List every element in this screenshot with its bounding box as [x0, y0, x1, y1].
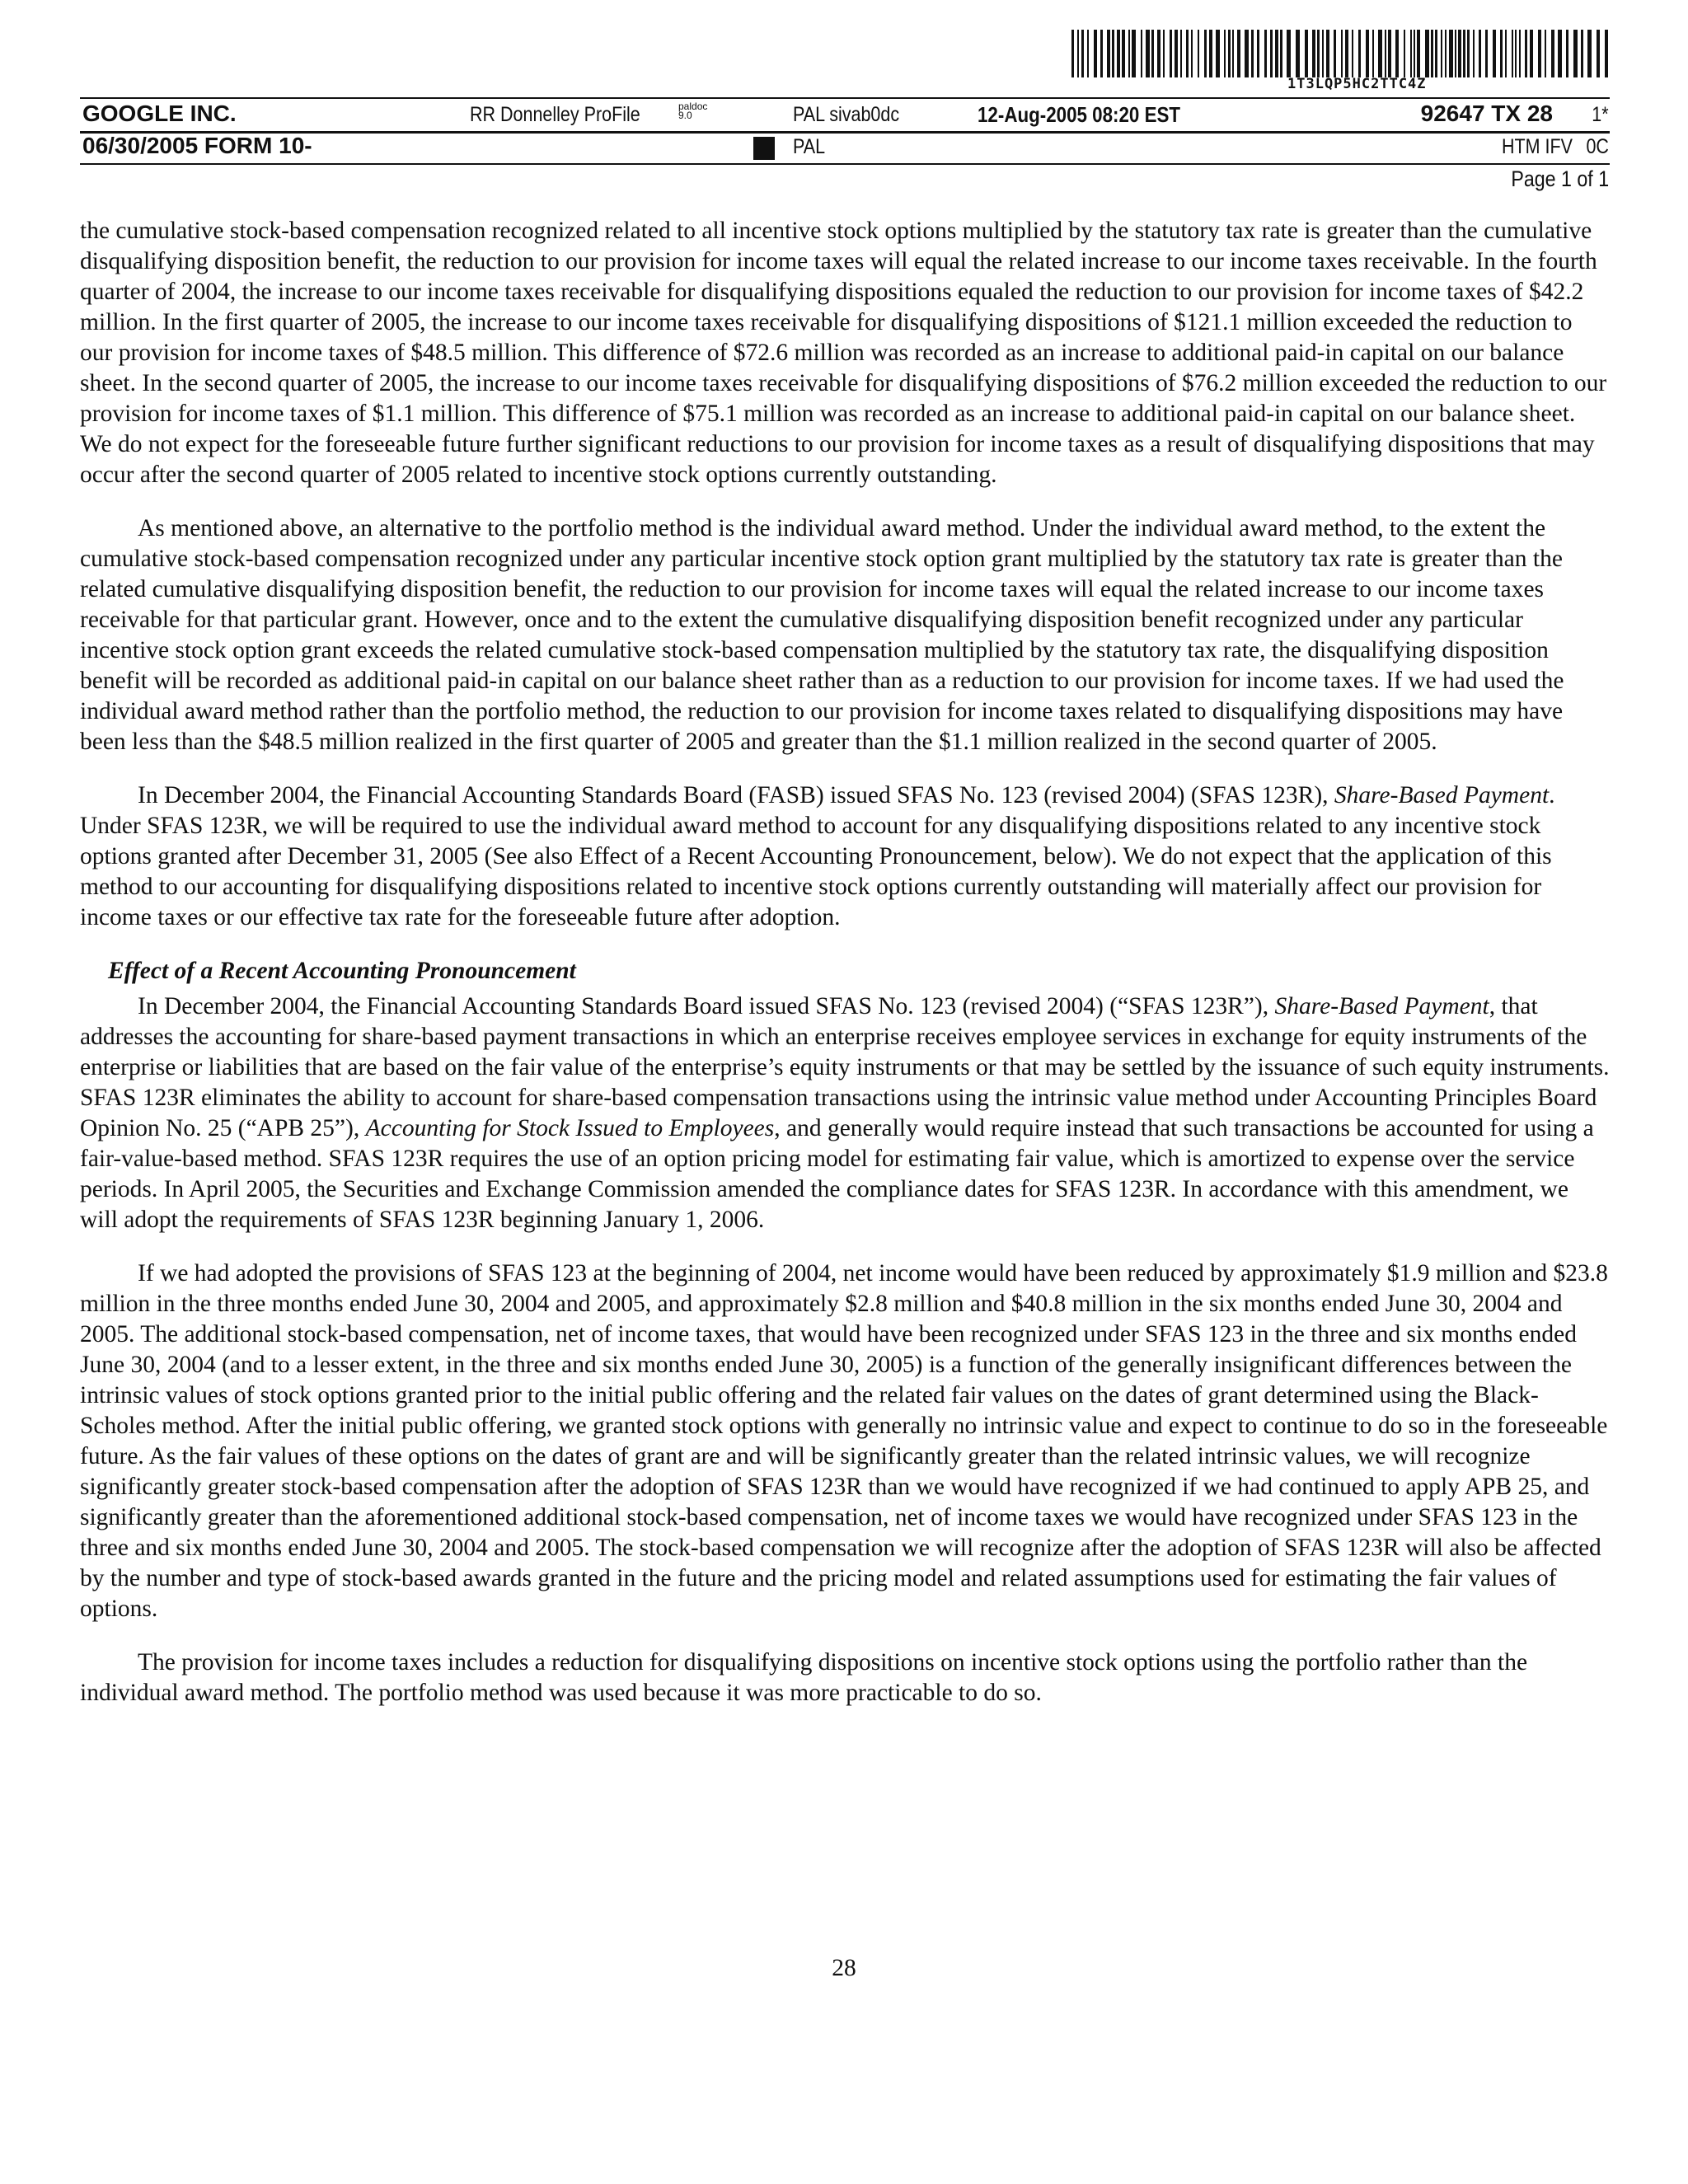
revision-mark: 1* — [1592, 103, 1609, 126]
barcode-bar — [1322, 30, 1324, 77]
paragraph-4-title-italic-1: Share-Based Payment — [1274, 993, 1489, 1019]
barcode-bar — [1251, 30, 1254, 77]
barcode-bar — [1071, 30, 1074, 77]
barcode-bar — [1566, 30, 1568, 77]
barcode-bar — [1296, 30, 1300, 77]
barcode-bar — [1372, 30, 1374, 77]
barcode-bar — [1605, 30, 1608, 77]
barcode-bar — [1417, 30, 1420, 77]
barcode-bar — [1146, 30, 1150, 77]
barcode-bar — [1081, 30, 1084, 77]
barcode-bar — [1445, 30, 1447, 77]
barcode-bar — [1180, 30, 1182, 77]
barcode-bar — [1485, 30, 1488, 77]
vendor-name: RR Donnelley ProFile — [470, 103, 640, 126]
barcode-bar — [1404, 30, 1405, 77]
paragraph-4-title-italic-2: Accounting for Stock Issued to Employees — [365, 1115, 775, 1141]
barcode-bar — [1077, 30, 1079, 77]
paragraph-4-text-a: In December 2004, the Financial Accounting Standards Board issued SFAS No. 123 (revised 2004) (“SFAS 123R”), — [138, 993, 1269, 1019]
format-code: HTM IFV — [1502, 135, 1573, 158]
barcode-bar — [1425, 30, 1429, 77]
barcode-bar — [1581, 30, 1583, 77]
paldoc-number: 9.0 — [678, 110, 692, 121]
barcode-bar — [1345, 30, 1348, 77]
barcode-bar — [1107, 30, 1110, 77]
page-indicator: Page 1 of 1 — [1511, 166, 1609, 191]
barcode-bar — [1237, 30, 1240, 77]
paragraph-5: If we had adopted the provisions of SFAS 123 at the beginning of 2004, net income would have been reduced by approximately $1.9 million and $23.8 million in the three months ended June 30, 2004 and 2005, and approximately $2.8 million and $40.8 million in the six months ended June 30, 2004 and 2005. The additional stock-based compensation, net of income taxes, that would have been recognized under SFAS 123 in the three and six months ended June 30, 2004 (and to a lesser extent, in the three and six months ended June 30, 2005) is a function of the generally insignificant differences between the intrinsic values of stock options granted prior to the initial public offering and the related fair values on the dates of grant determined using the Black-Scholes method. After the initial public offering, we granted stock options with generally no intrinsic value and expect to continue to do so in the foreseeable future. As the fair values of these options on the dates of grant are and will be significantly greater than the related intrinsic values, we will recognize significantly greater stock-based compensation after the adoption of SFAS 123R than we would have recognized if we had continued to apply APB 25, and significantly greater than the aforementioned additional stock-based compensation, net of income taxes we would have recognized under SFAS 123 in the three and six months ended June 30, 2004 and 2005. The stock-based compensation we will recognize after the adoption of SFAS 123R will also be affected by the number and type of stock-based awards granted in the future and the pricing model and related assumptions used for estimating the fair values of options. — [80, 1260, 1608, 1622]
barcode-bar — [1431, 30, 1433, 77]
barcode-bar — [1326, 30, 1329, 77]
barcode-bar — [1287, 30, 1291, 77]
barcode-bar — [1545, 30, 1546, 77]
job-id: 92647 TX 28 — [1420, 101, 1553, 126]
page-number: 28 — [832, 1955, 856, 1981]
barcode-bar — [1587, 30, 1592, 77]
paragraph-3 — [80, 780, 1610, 933]
barcode-bar — [1209, 30, 1212, 77]
barcode-bar — [1198, 30, 1199, 77]
barcode-bar — [1358, 30, 1361, 77]
section-heading: Effect of a Recent Accounting Pronouncement — [108, 958, 576, 984]
barcode-bar — [1245, 30, 1249, 77]
barcode-bar — [1530, 30, 1533, 77]
barcode-bar — [1186, 30, 1189, 77]
paragraph-6: The provision for income taxes includes a reduction for disqualifying dispositions on incentive stock options using the portfolio rather than the individual award method. The portfolio method was used because it was more practicable to do so. — [80, 1649, 1528, 1706]
barcode-bar — [1519, 30, 1521, 77]
barcode-bar — [1204, 30, 1207, 77]
paragraph-3-title-italic: Share-Based Payment — [1334, 782, 1550, 808]
barcode-bar — [1170, 30, 1172, 77]
barcode-bar — [1275, 30, 1278, 77]
barcode-bar — [1163, 30, 1165, 77]
timestamp: 12-Aug-2005 08:20 EST — [978, 102, 1181, 127]
barcode-bar — [1122, 30, 1125, 77]
barcode-bar — [1216, 30, 1220, 77]
barcode-bar — [1151, 30, 1154, 77]
barcode-bar — [1141, 30, 1142, 77]
paragraph-4-text-c: , that addresses the accounting for share-based payment transactions in which an enterprise receives employee services in exchange for equity instruments of the enterprise or liabilities that are based on the fair value of the enterprise’s equity instruments or that may be settled by the issuance of such equity instruments. SFAS 123R eliminates the ability to account for share-based compensation transactions using the intrinsic value method under Accounting Principles Board Opinion No. 25 (“APB 25”), — [80, 993, 1610, 1141]
barcode-bar — [1558, 30, 1562, 77]
paragraph-3-text-c: . Under SFAS 123R, we will be required to use the individual award method to account for any disqualifying dispositions related to any incentive stock options granted after December 31, 2005 (See also Effect of a Recent Accounting Pronouncement, below). We do not expect that the application of this method to our accounting for disqualifying dispositions related to incentive stock options currently outstanding will materially affect our provision for income taxes or our effective tax rate for the foreseeable future after adoption. — [80, 782, 1555, 930]
barcode-bar — [1317, 30, 1320, 77]
company-name: GOOGLE INC. — [82, 101, 237, 126]
barcode-bar — [1395, 30, 1399, 77]
barcode-bar — [1352, 30, 1353, 77]
barcode-bar — [1280, 30, 1282, 77]
barcode-bar — [1132, 30, 1136, 77]
barcode-bar — [1467, 30, 1470, 77]
paragraph-1: the cumulative stock-based compensation recognized related to all incentive stock options multiplied by the statutory tax rate is greater than the cumulative disqualifying disposition benefit, the reduction to our provision for income taxes will equal the related increase to our income taxes receivable. In the fourth quarter of 2004, the increase to our income taxes receivable for disqualifying dispositions equaled the reduction to our provision for income taxes of $42.2 million. In the first quarter of 2005, the increase to our income taxes receivable for disqualifying dispositions of $121.1 million exceeded the reduction to our provision for income taxes of $48.5 million. This difference of $72.6 million was recorded as an increase to additional paid-in capital on our balance sheet. In the second quarter of 2005, the increase to our income taxes receivable for disqualifying dispositions of $76.2 million exceeded the reduction to our provision for income taxes of $1.1 million. This difference of $75.1 million was recorded as an increase to additional paid-in capital on our balance sheet. We do not expect for the foreseeable future further significant reductions to our provision for income taxes as a result of disqualifying dispositions that may occur after the second quarter of 2005 related to incentive stock options currently outstanding. — [80, 218, 1607, 488]
paldoc-label: paldoc — [678, 101, 708, 112]
barcode-bar — [1270, 30, 1273, 77]
barcode-bar — [1410, 30, 1412, 77]
barcode-bar — [1414, 30, 1415, 77]
barcode-bar — [1551, 30, 1554, 77]
barcode-bar — [1191, 30, 1193, 77]
barcode-bar — [1525, 30, 1527, 77]
barcode-bar — [1366, 30, 1369, 77]
barcode-bar — [1341, 30, 1343, 77]
barcode-code-text: 1T3LQP5HC2TTC4Z — [1287, 76, 1427, 92]
barcode-bar — [1257, 30, 1259, 77]
barcode-bar — [1087, 30, 1089, 77]
barcode-bar — [1264, 30, 1267, 77]
barcode-bar — [1224, 30, 1226, 77]
location-user: PAL sivab0dc — [793, 103, 900, 126]
barcode-bar — [1597, 30, 1600, 77]
barcode-bar — [1573, 30, 1578, 77]
barcode-bar — [1112, 30, 1114, 77]
barcode-bar — [1228, 30, 1231, 77]
barcode-bar — [1505, 30, 1507, 77]
paragraph-4 — [80, 991, 1610, 1235]
barcode-bar — [1094, 30, 1097, 77]
barcode-bar — [1500, 30, 1503, 77]
paldoc-version — [678, 102, 707, 120]
paragraph-3-text-a: In December 2004, the Financial Accounting Standards Board (FASB) issued SFAS No. 123 (revised 2004) (SFAS 123R), — [138, 782, 1329, 808]
black-marker — [753, 137, 775, 160]
paragraph-4-text-e: , and generally would require instead that such transactions be accounted for using a fair-value-based method. SFAS 123R requires the use of an option pricing model for estimating fair value, which is amortized to expense over the service periods. In April 2005, the Securities and Exchange Commission amended the compliance dates for SFAS 123R. In accordance with this amendment, we will adopt the requirements of SFAS 123R beginning January 1, 2006. — [80, 1115, 1594, 1233]
status-code: 0C — [1586, 135, 1609, 158]
barcode-bar — [1493, 30, 1496, 77]
paragraph-2: As mentioned above, an alternative to the portfolio method is the individual award method. Under the individual award method, to the extent the cumulative stock-based compensation recognized under any particular incentive stock option grant multiplied by the statutory tax rate is greater than the related cumulative disqualifying disposition benefit, the reduction to our provision for income taxes will equal the related increase to our income taxes receivable for that particular grant. However, once and to the extent the cumulative disqualifying disposition benefit recognized under any particular incentive stock option grant exceeds the related cumulative stock-based compensation multiplied by the statutory tax rate, the disqualifying disposition benefit will be recorded as additional paid-in capital on our balance sheet rather than as a reduction to our provision for income taxes. If we had used the individual award method rather than the portfolio method, the reduction to our provision for income taxes related to disqualifying dispositions may have been less than the $48.5 million realized in the first quarter of 2005 and greater than the $1.1 million realized in the second quarter of 2005. — [80, 515, 1564, 755]
barcode-bar — [1441, 30, 1442, 77]
barcode-bar — [1455, 30, 1456, 77]
barcode-bar — [1458, 30, 1461, 77]
barcode-bar — [1512, 30, 1513, 77]
barcode — [1071, 30, 1609, 96]
document-body — [80, 216, 1610, 1732]
barcode-bar — [1449, 30, 1453, 77]
barcode-bars — [1071, 30, 1609, 77]
barcode-bar — [1479, 30, 1481, 77]
barcode-bar — [1515, 30, 1517, 77]
barcode-bar — [1117, 30, 1120, 77]
barcode-bar — [1388, 30, 1391, 77]
barcode-bar — [1334, 30, 1336, 77]
barcode-bar — [1435, 30, 1437, 77]
barcode-bar — [1157, 30, 1160, 77]
barcode-bar — [1463, 30, 1465, 77]
barcode-bar — [1312, 30, 1315, 77]
barcode-bar — [1385, 30, 1386, 77]
barcode-bar — [1378, 30, 1382, 77]
form-title: 06/30/2005 FORM 10- — [82, 133, 312, 158]
barcode-bar — [1175, 30, 1178, 77]
header-rule-top — [80, 97, 1610, 99]
location-code: PAL — [793, 135, 826, 158]
barcode-bar — [1538, 30, 1541, 77]
header-rule-bottom — [80, 163, 1610, 165]
barcode-bar — [1305, 30, 1308, 77]
barcode-bar — [1100, 30, 1103, 77]
barcode-bar — [1473, 30, 1475, 77]
barcode-bar — [1232, 30, 1234, 77]
barcode-bar — [1128, 30, 1130, 77]
